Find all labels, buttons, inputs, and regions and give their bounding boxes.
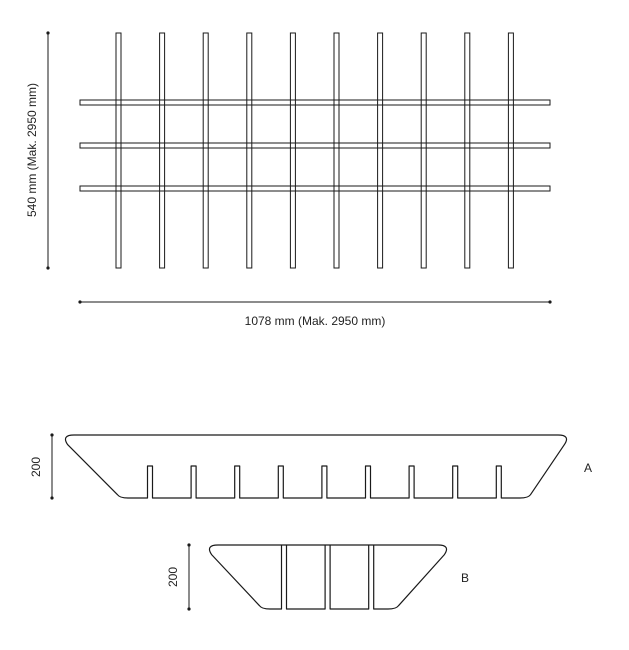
profile-a-height-label: 200: [29, 456, 43, 478]
vertical-slat: [465, 33, 470, 268]
profile-b-height-label: 200: [166, 566, 180, 588]
horizontal-rail: [80, 143, 550, 148]
profile-a: [29, 433, 592, 499]
vertical-slat: [378, 33, 383, 268]
profile-a-label: A: [583, 461, 593, 475]
width-dimension-label: 1078 mm (Mak. 2950 mm): [244, 314, 386, 328]
horizontal-rail: [80, 186, 550, 191]
profile-a-height-end-top: [50, 433, 53, 436]
vertical-slat: [290, 33, 295, 268]
profile-a-height-end-bottom: [50, 496, 53, 499]
vertical-slat: [160, 33, 165, 268]
width-dimension-end-right: [548, 300, 551, 303]
profile-b-label: B: [460, 571, 470, 585]
height-dimension-label: 540 mm (Mak. 2950 mm): [25, 82, 39, 218]
width-dimension: [78, 300, 551, 328]
profile-b: [166, 543, 469, 610]
profile-b-height-end-bottom: [187, 607, 190, 610]
height-dimension-end-top: [46, 31, 49, 34]
vertical-slat: [247, 33, 252, 268]
width-dimension-end-left: [78, 300, 81, 303]
profile-b-outline: [209, 545, 446, 609]
vertical-slat: [334, 33, 339, 268]
vertical-slat: [508, 33, 513, 268]
vertical-slat: [203, 33, 208, 268]
vertical-slat: [116, 33, 121, 268]
profile-b-height-end-top: [187, 543, 190, 546]
profile-a-outline: [65, 435, 566, 498]
height-dimension-end-bottom: [46, 266, 49, 269]
vertical-slat: [421, 33, 426, 268]
height-dimension: [25, 31, 50, 269]
shelf-grid-top-view: [80, 33, 550, 268]
horizontal-rail: [80, 100, 550, 105]
